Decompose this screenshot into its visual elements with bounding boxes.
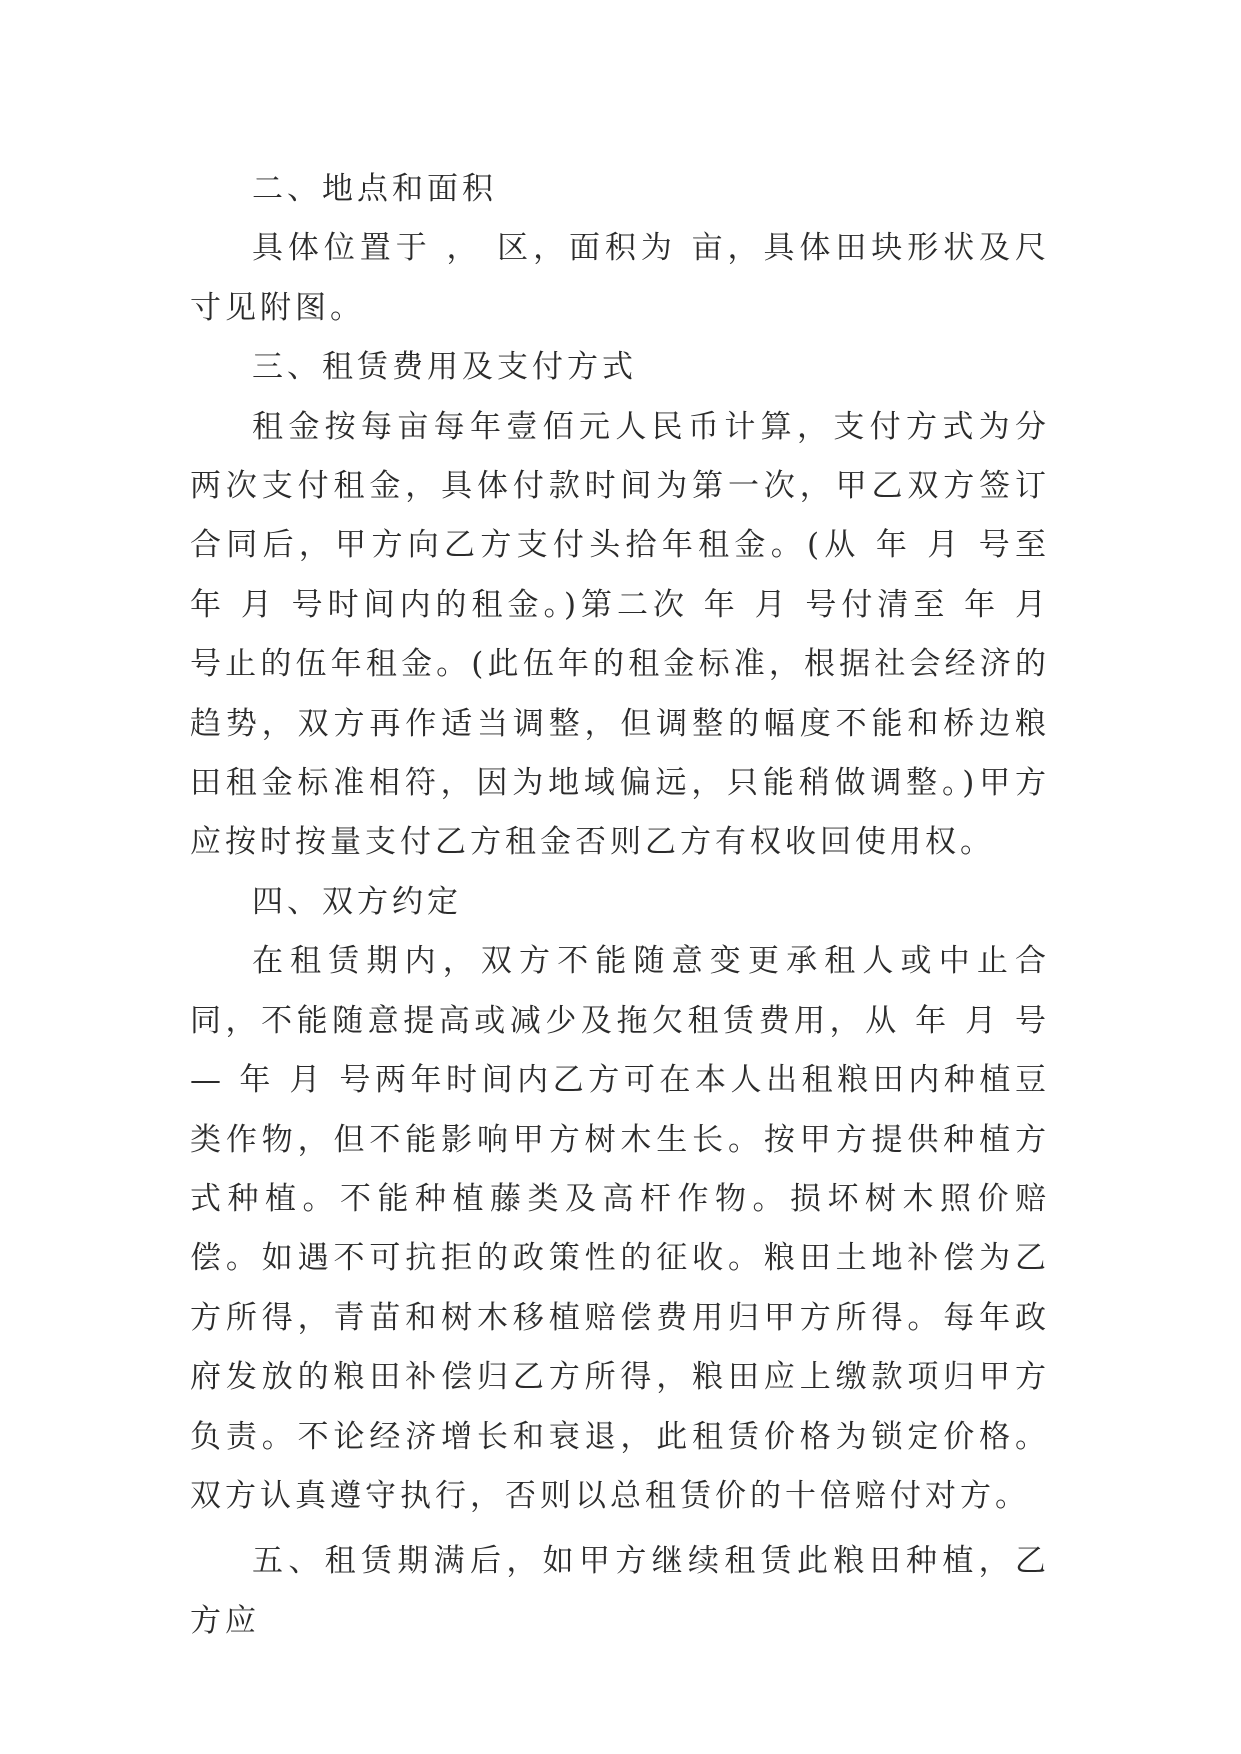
section-body-agreement: 在租赁期内，双方不能随意变更承租人或中止合同，不能随意提高或减少及拖欠租赁费用，从 年 月 号— 年 月 号两年时间内乙方可在本人出租粮田内种植豆类作物，但不能影响甲方树木生长。按甲方提供种植方式种植。不能种植藤类及高杆作物。损坏树木照价赔偿。如遇不可抗拒的政策性的征收。粮田土地补偿为乙方所得，青苗和树木移植赔偿费用归甲方所得。每年政府发放的粮田补偿归乙方所得，粮田应上缴款项归甲方负责。不论经济增长和衰退，此租赁价格为锁定价格。双方认真遵守执行，否则以总租赁价的十倍赔付对方。 (190, 943, 1050, 1514)
section-five-start: 五、租赁期满后，如甲方继续租赁此粮田种植，乙方应 (190, 1543, 1050, 1639)
section-heading-rent: 三、租赁费用及支付方式 (252, 349, 637, 386)
document-body (190, 160, 1050, 1651)
section-heading-agreement: 四、双方约定 (252, 883, 462, 920)
section-body-rent: 租金按每亩每年壹佰元人民币计算，支付方式为分两次支付租金，具体付款时间为第一次，甲乙双方签订合同后，甲方向乙方支付头拾年租金。(从 年 月 号至 年 月 号时间内的租金。)第二次 年 月 号付清至 年 月 号止的伍年租金。(此伍年的租金标准，根据社会经济的趋势，双方再作适当调整，但调整的幅度不能和桥边粮田租金标准相符，因为地域偏远，只能稍做调整。)甲方应按时按量支付乙方租金否则乙方有权收回使用权。 (190, 408, 1050, 861)
section-heading-location: 二、地点和面积 (252, 171, 497, 207)
section-body-location: 具体位置于 ， 区，面积为 亩，具体田块形状及尺寸见附图。 (190, 230, 1050, 326)
